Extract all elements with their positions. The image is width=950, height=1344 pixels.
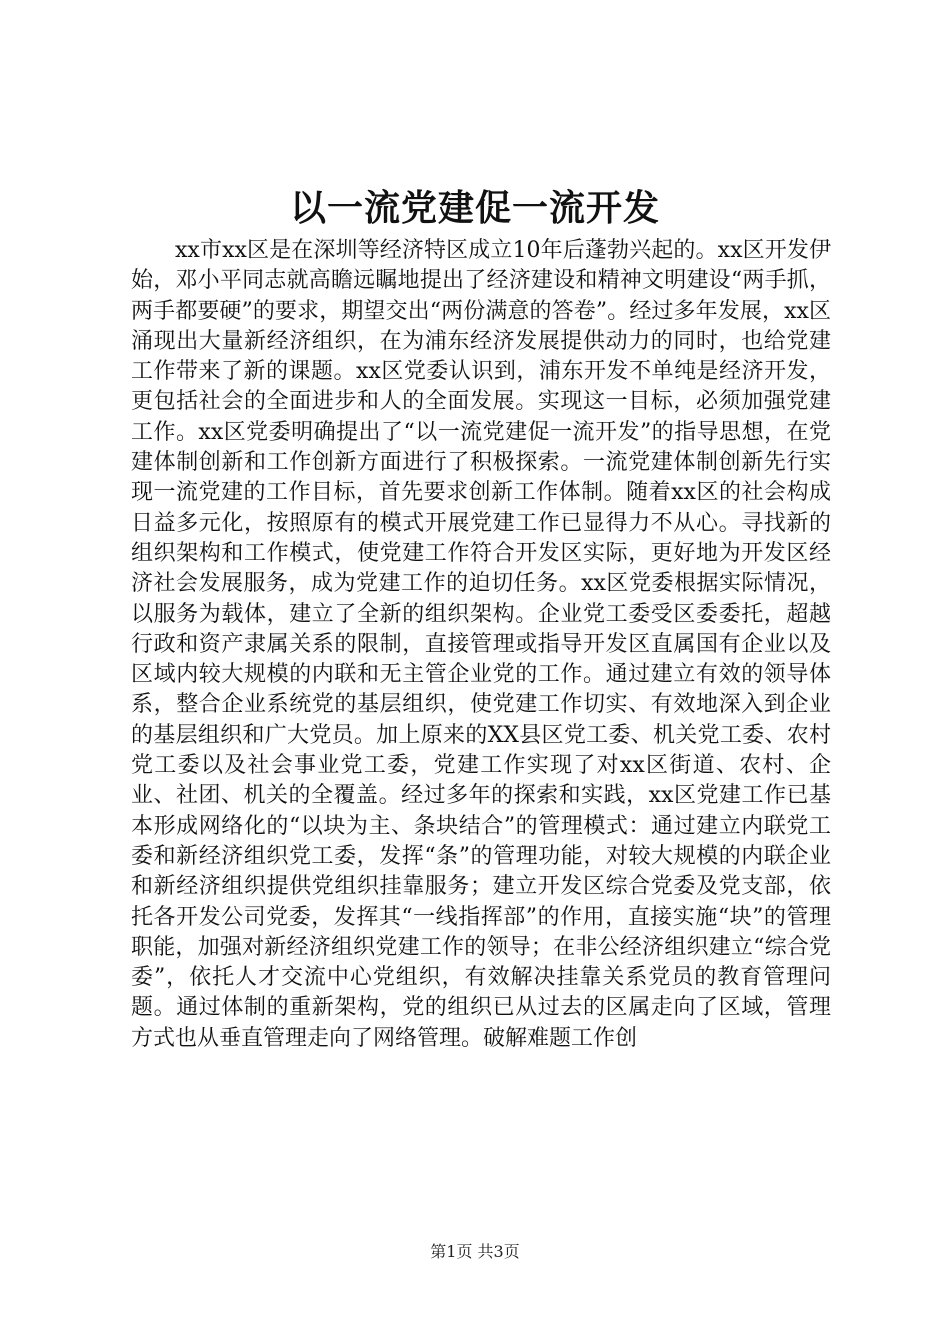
document-body-paragraph: xx市xx区是在深圳等经济特区成立10年后蓬勃兴起的。xx区开发伊始，邓小平同志就高瞻远瞩地提出了经济建设和精神文明建设“两手抓，两手都要硬”的要求，期望交出“两份满意的答卷”。经过多年发展，xx区涌现出大量新经济组织，在为浦东经济发展提供动力的同时，也给党建工作带来了新的课题。xx区党委认识到，浦东开发不单纯是经济开发，更包括社会的全面进步和人的全面发展。实现这一目标，必须加强党建工作。xx区党委明确提出了“以一流党建促一流开发”的指导思想，在党建体制创新和工作创新方面进行了积极探索。一流党建体制创新先行实现一流党建的工作目标，首先要求创新工作体制。随着xx区的社会构成日益多元化，按照原有的模式开展党建工作已显得力不从心。寻找新的组织架构和工作模式，使党建工作符合开发区实际，更好地为开发区经济社会发展服务，成为党建工作的迫切任务。xx区党委根据实际情况，以服务为载体，建立了全新的组织架构。企业党工委受区委委托，超越行政和资产隶属关系的限制，直接管理或指导开发区直属国有企业以及区域内较大规模的内联和无主管企业党的工作。通过建立有效的领导体系，整合企业系统党的基层组织，使党建工作切实、有效地深入到企业的基层组织和广大党员。加上原来的XX县区党工委、机关党工委、农村党工委以及社会事业党工委，党建工作实现了对xx区街道、农村、企业、社团、机关的全覆盖。经过多年的探索和实践，xx区党建工作已基本形成网络化的“以块为主、条块结合”的管理模式：通过建立内联党工委和新经济组织党工委，发挥“条”的管理功能，对较大规模的内联企业和新经济组织提供党组织挂靠服务；建立开发区综合党委及党支部，依托各开发公司党委，发挥其“一线指挥部”的作用，直接实施“块”的管理职能，加强对新经济组织党建工作的领导；在非公经济组织建立“综合党委”，依托人才交流中心党组织，有效解决挂靠关系党员的教育管理问题。通过体制的重新架构，党的组织已从过去的区属走向了区域，管理方式也从垂直管理走向了网络管理。破解难题工作创 (131, 238, 831, 1051)
page-number-footer: 第1页 共3页 (430, 1242, 520, 1261)
document-title: 以一流党建促一流开发 (289, 187, 660, 229)
